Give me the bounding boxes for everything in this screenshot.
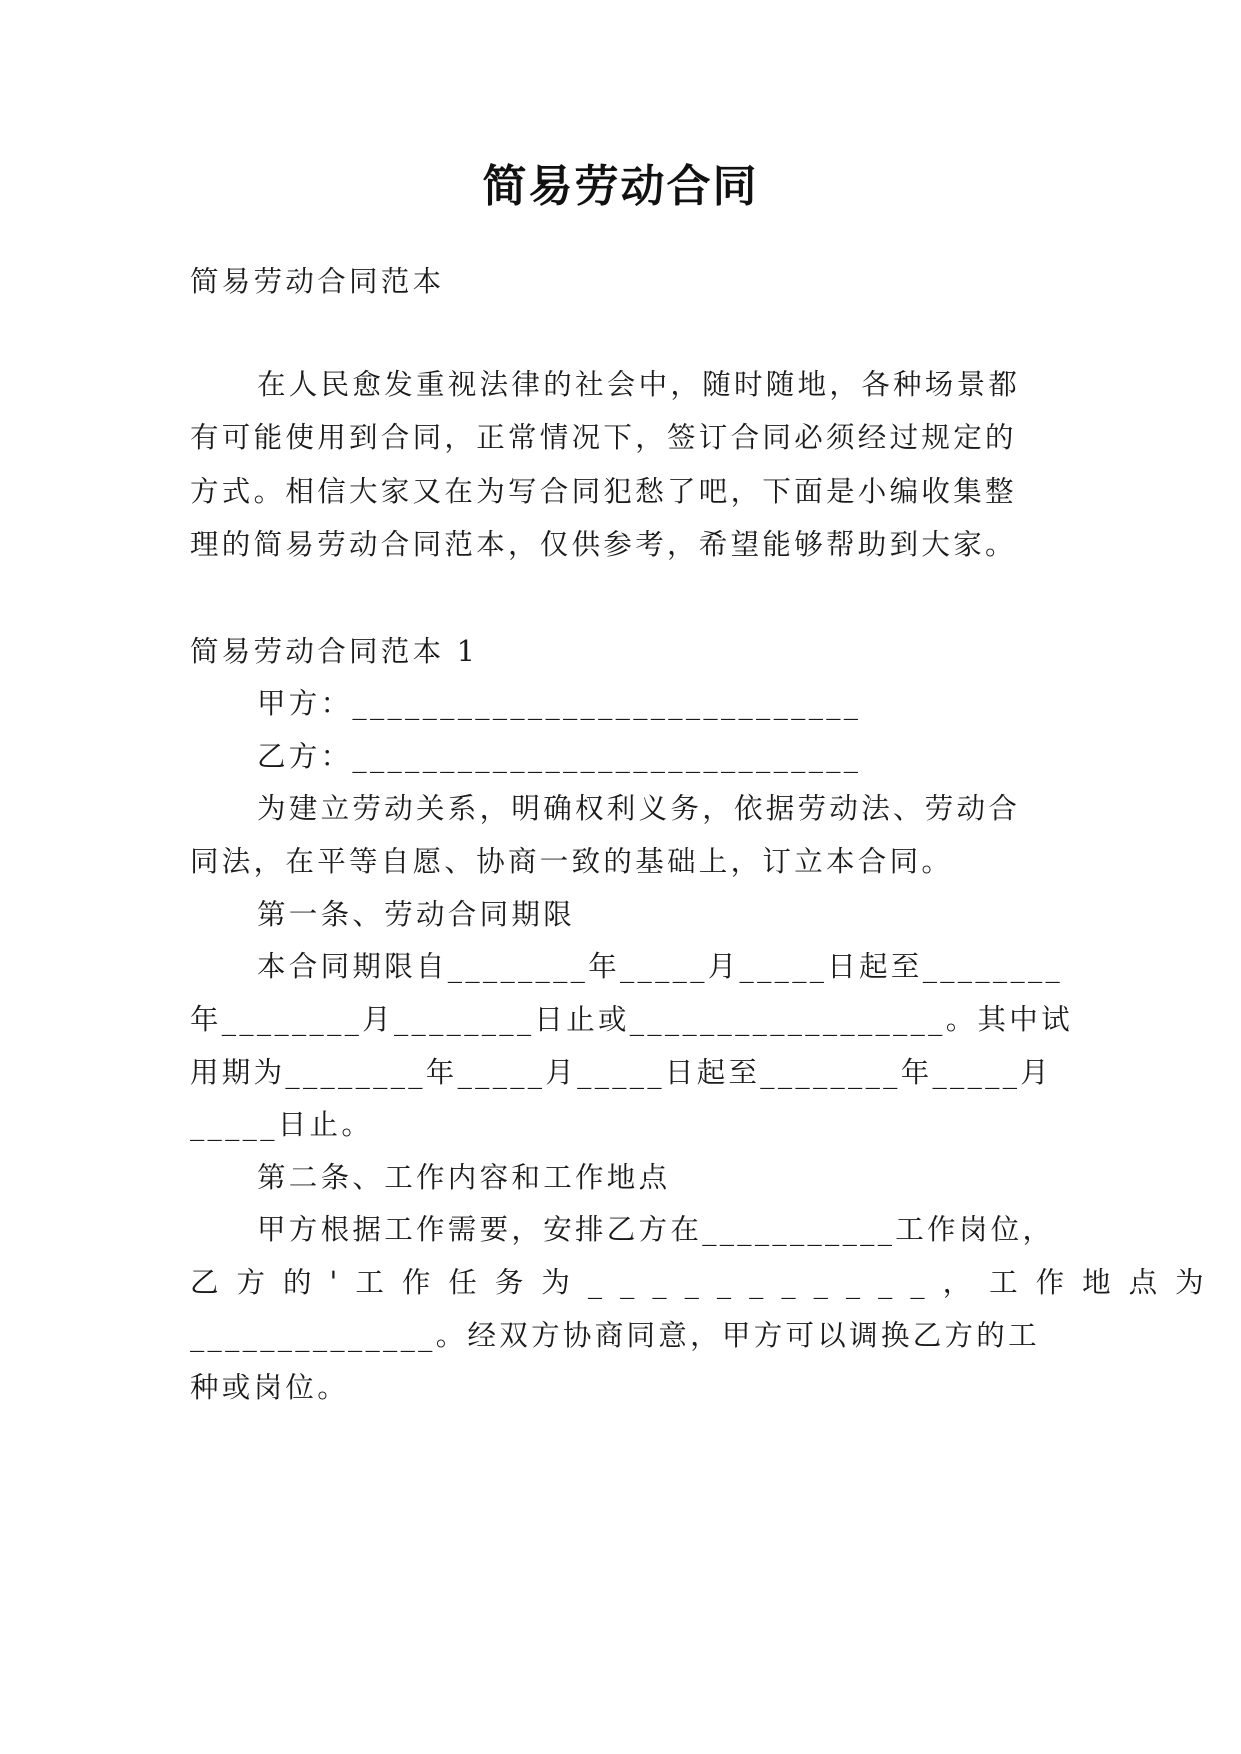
preamble-line-1: 为建立劳动关系，明确权利义务，依据劳动法、劳动合: [257, 792, 1021, 825]
intro-line-1: 在人民愈发重视法律的社会中，随时随地，各种场景都: [257, 368, 1021, 401]
article2-line-3: ______________。经双方协商同意，甲方可以调换乙方的工: [190, 1319, 1040, 1352]
article1-line-4: _____日止。: [190, 1108, 374, 1141]
party-b-line: 乙方：_____________________________: [257, 740, 862, 773]
article1-line-1: 本合同期限自________年_____月_____日起至________: [257, 950, 1064, 983]
intro-line-2: 有可能使用到合同，正常情况下，签订合同必须经过规定的: [190, 421, 1017, 454]
subtitle: 简易劳动合同范本: [190, 265, 445, 298]
intro-line-3: 方式。相信大家又在为写合同犯愁了吧，下面是小编收集整: [190, 475, 1017, 508]
article2-line-2: 乙方的'工作任务为___________，工作地点为: [190, 1266, 1222, 1299]
article2-line-4: 种或岗位。: [190, 1371, 350, 1404]
intro-line-4: 理的简易劳动合同范本，仅供参考，希望能够帮助到大家。: [190, 528, 1017, 561]
article2-heading: 第二条、工作内容和工作地点: [257, 1161, 671, 1194]
document-title: 简易劳动合同: [482, 161, 759, 212]
article2-line-1: 甲方根据工作需要，安排乙方在___________工作岗位，: [257, 1213, 1055, 1246]
party-a-line: 甲方：_____________________________: [257, 687, 862, 720]
article1-heading: 第一条、劳动合同期限: [257, 898, 576, 931]
preamble-line-2: 同法，在平等自愿、协商一致的基础上，订立本合同。: [190, 845, 954, 878]
article1-line-3: 用期为________年_____月_____日起至________年_____月: [190, 1056, 1053, 1089]
sample-heading: 简易劳动合同范本 1: [190, 635, 479, 668]
article1-line-2: 年________月________日止或__________________。其中试: [190, 1003, 1073, 1036]
